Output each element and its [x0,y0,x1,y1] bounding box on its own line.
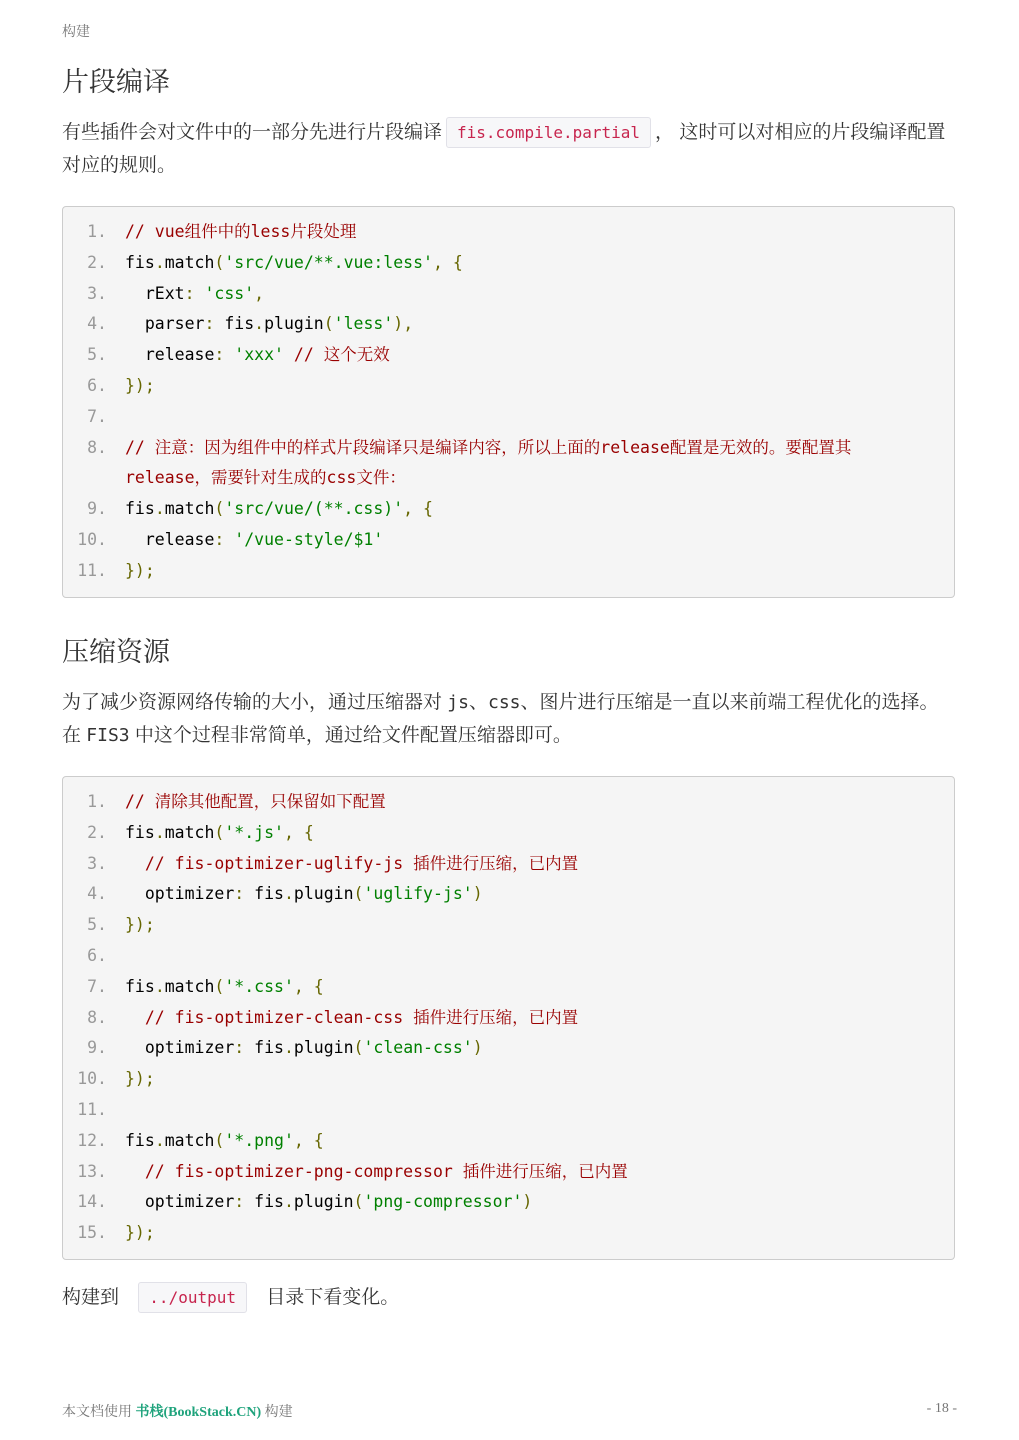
code-token: fis [224,314,255,334]
code-text [107,972,885,1003]
code-token: // 注意：因为组件中的样式片段编译只是编译内容，所以上面的release配置是无效的。要配置其release，需要针对生成的css文件： [125,437,852,488]
code-token: 'src/vue/(**.css)' [224,499,404,519]
code-text [107,248,885,279]
inline-code: css [487,692,521,713]
inline-code: ../output [138,1282,247,1313]
line-number: 2. [87,252,107,272]
line-number: 1. [87,792,107,811]
footer-prefix: 本文档使用 [62,1405,136,1420]
code-text [107,787,885,818]
bookstack-link[interactable]: 书栈(BookStack.CN) [135,1405,262,1420]
code-token: plugin [293,884,354,904]
footer-credit [62,1401,293,1421]
line-number: 10. [77,529,107,549]
line-number: 8. [87,1007,107,1027]
line-number: 14. [77,1192,107,1212]
code-token: // 这个无效 [293,345,390,365]
code-line [63,525,954,556]
line-number: 5. [87,345,107,365]
code-token: ( [214,252,225,272]
code-token: , { [283,822,314,842]
code-token: ( [323,314,334,334]
code-line [63,1157,954,1188]
outro-text: 构建到 [62,1287,120,1308]
code-text [107,279,885,310]
code-token: plugin [293,1038,354,1058]
line-number: 10. [77,1069,107,1089]
code-token [125,854,145,873]
code-token: : [234,884,255,904]
code-line [63,556,954,587]
code-token: optimizer [125,1038,235,1058]
code-token: : [204,314,225,334]
code-text [107,818,885,849]
code-token: // fis-optimizer-uglify-js 插件进行压缩，已内置 [144,853,579,873]
code-token: . [283,1038,294,1058]
intro-text: ， 这时可以对相应的片段编译配置对应的规则。 [62,122,946,176]
line-number: 1. [87,222,107,241]
code-line [63,818,954,849]
code-token: match [164,1130,215,1150]
line-number: 7. [87,406,107,426]
line-number: 11. [77,560,107,580]
code-token: ( [353,1192,364,1212]
code-token: , { [293,976,324,996]
line-number: 8. [87,437,107,457]
code-token: match [164,499,215,519]
line-number: 6. [87,945,107,965]
line-number: 3. [87,853,107,873]
code-line [63,879,954,910]
section-heading: 压缩资源 [62,637,170,667]
code-line [63,787,954,818]
code-token [125,1162,145,1181]
code-token: fis [125,1130,155,1150]
code-text [107,1218,885,1249]
code-token: ), [393,314,414,334]
footer-suffix: 构建 [261,1405,293,1420]
code-token: ( [214,1130,225,1150]
code-token: . [154,499,165,519]
line-number: 6. [87,375,107,395]
code-token: : [214,529,235,549]
code-line [63,433,954,495]
intro-text: 、 [468,692,488,713]
section-intro [62,116,957,182]
code-token: ( [214,976,225,996]
code-line [63,1033,954,1064]
code-line [63,340,954,371]
code-token: optimizer [125,1192,235,1212]
section-intro [62,686,957,752]
code-text [107,1157,885,1188]
outro-text: 目录下看变化。 [266,1287,400,1308]
code-line [63,248,954,279]
intro-text: 有些插件会对文件中的一部分先进行片段编译 [62,122,443,143]
code-token: }); [125,1069,155,1089]
code-token: ) [522,1192,533,1212]
inline-code: fis.compile.partial [446,117,651,148]
code-token: }); [125,915,155,935]
code-token: 'xxx' [234,345,284,365]
code-token: . [154,1130,165,1150]
code-token: '*.png' [224,1130,294,1150]
breadcrumb: 构建 [62,23,90,39]
code-block [62,776,955,1260]
code-text [107,849,885,880]
code-token: plugin [293,1192,354,1212]
code-token: match [164,976,215,996]
code-line [63,494,954,525]
code-token: . [154,822,165,842]
code-line [63,941,954,972]
code-token: match [164,822,215,842]
code-line [63,972,954,1003]
line-number: 4. [87,884,107,904]
code-token: . [283,1192,294,1212]
code-text [107,494,885,525]
page-number: - 18 - [926,1401,957,1416]
intro-text: 为了减少资源网络传输的大小，通过压缩器对 [62,692,448,713]
code-text [107,340,885,371]
code-token: , { [293,1130,324,1150]
code-token: match [164,252,215,272]
code-token: '/vue-style/$1' [234,529,384,549]
code-token: : [234,1038,255,1058]
line-number: 9. [87,1038,107,1058]
code-token: fis [254,1038,284,1058]
code-token: plugin [264,314,324,334]
code-token: . [154,976,165,996]
code-token: fis [254,884,284,904]
code-token: }); [125,1223,155,1243]
code-token: // fis-optimizer-clean-css 插件进行压缩，已内置 [144,1007,579,1027]
code-token: , { [432,252,463,272]
code-token: 'css' [204,283,255,303]
code-line [63,309,954,340]
code-token: // fis-optimizer-png-compressor 插件进行压缩，已内置 [144,1161,628,1181]
code-text [107,371,885,402]
line-number: 9. [87,499,107,519]
code-token: 'clean-css' [363,1038,473,1058]
section-heading: 片段编译 [62,67,170,97]
code-line [63,849,954,880]
code-text [107,879,885,910]
line-number: 2. [87,822,107,842]
line-number: 5. [87,915,107,935]
code-text [107,556,885,587]
code-line [63,217,954,248]
code-line [63,1126,954,1157]
code-token: release [125,529,215,549]
code-token: : [184,283,205,303]
code-token: . [254,314,265,334]
code-text [107,525,885,556]
code-token: release [125,345,215,365]
code-token: 'uglify-js' [363,884,473,904]
code-token [125,1008,145,1027]
line-number: 12. [77,1130,107,1150]
code-text [107,1126,885,1157]
code-line [63,402,954,433]
line-number: 4. [87,314,107,334]
code-line [63,371,954,402]
code-line [63,1218,954,1249]
code-text [107,941,885,972]
code-text [107,1003,885,1034]
code-token [284,345,294,364]
code-text [107,910,885,941]
intro-text: 中这个过程非常简单，通过给文件配置压缩器即可。 [129,725,572,746]
code-token: , [254,283,265,303]
code-token: '*.css' [224,976,294,996]
code-text [107,1095,885,1126]
inline-code: FIS3 [86,725,130,746]
line-number: 3. [87,283,107,303]
code-token: '*.js' [224,822,284,842]
code-token: 'png-compressor' [363,1192,523,1212]
code-token: ( [214,499,225,519]
inline-code: js [447,692,469,713]
code-token: 'src/vue/**.vue:less' [224,252,433,272]
code-token: . [154,252,165,272]
code-token: rExt [125,283,185,303]
code-text [107,1064,885,1095]
code-token: }); [125,375,155,395]
code-token: . [283,884,294,904]
code-text [107,433,885,495]
line-number: 15. [77,1223,107,1243]
code-token: fis [125,499,155,519]
code-token: }); [125,560,155,580]
code-token: fis [125,252,155,272]
code-block [62,206,955,598]
code-token: parser [125,314,205,334]
code-text [107,1033,885,1064]
code-token: ( [214,822,225,842]
code-token: : [214,345,235,365]
code-line [63,279,954,310]
code-token: fis [254,1192,284,1212]
code-line [63,910,954,941]
code-text [107,402,885,433]
code-text [107,309,885,340]
code-token: ) [472,884,483,904]
code-line [63,1064,954,1095]
line-number: 7. [87,976,107,996]
outro-paragraph [62,1281,957,1314]
code-token: ) [472,1038,483,1058]
code-token: optimizer [125,884,235,904]
code-line [63,1095,954,1126]
code-token: : [234,1192,255,1212]
code-token: fis [125,976,155,996]
code-token: ( [353,884,364,904]
code-token: fis [125,822,155,842]
code-line [63,1187,954,1218]
code-token: // 清除其他配置，只保留如下配置 [125,792,386,811]
code-token: , { [403,499,433,519]
intro-text: 、图片进行压缩是一直以来前端工程优化的选择。在 [62,692,939,746]
code-text [107,217,885,248]
code-text [107,1187,885,1218]
line-number: 13. [77,1161,107,1181]
code-line [63,1003,954,1034]
code-token: // vue组件中的less片段处理 [125,222,357,241]
code-token: 'less' [333,314,394,334]
line-number: 11. [77,1099,107,1119]
code-token: ( [353,1038,364,1058]
